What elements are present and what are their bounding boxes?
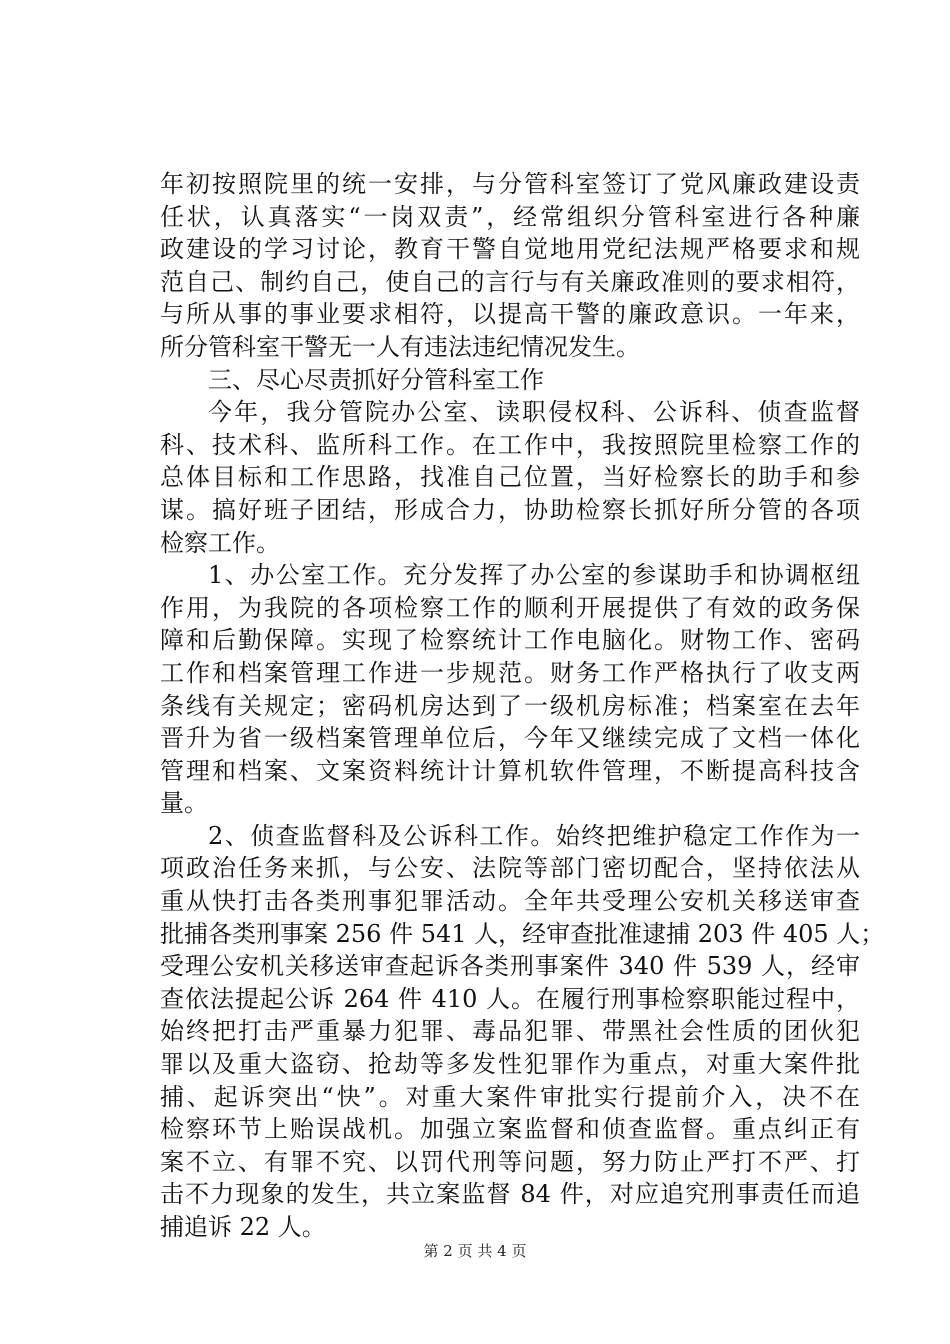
text-line: 范自己、制约自己，使自己的言行与有关廉政准则的要求相符， xyxy=(160,267,860,296)
text-line: 年初按照院里的统一安排，与分管科室签订了党风廉政建设责 xyxy=(160,170,860,198)
text-line: 总体目标和工作思路，找准自己位置，当好检察长的助手和参 xyxy=(160,463,860,492)
text-line: 批捕各类刑事案 256 件 541 人，经审查批准逮捕 203 件 405 人； xyxy=(160,919,885,948)
page-footer: 第 2 页 共 4 页 xyxy=(423,1242,527,1260)
text-line: 检察环节上贻误战机。加强立案监督和侦查监督。重点纠正有 xyxy=(160,1115,860,1144)
text-line: 晋升为省一级档案管理单位后，今年又继续完成了文档一体化 xyxy=(160,724,860,753)
text-line: 受理公安机关移送审查起诉各类刑事案件 340 件 539 人，经审 xyxy=(160,952,860,981)
text-line: 检察工作。 xyxy=(160,528,280,557)
text-line: 捕、起诉突出“快”。对重大案件审批实行提前介入，决不在 xyxy=(160,1082,860,1111)
text-line: 政建设的学习讨论，教育干警自觉地用党纪法规严格要求和规 xyxy=(160,235,860,264)
text-line: 三、尽心尽责抓好分管科室工作 xyxy=(208,365,544,394)
text-line: 作用，为我院的各项检察工作的顺利开展提供了有效的政务保 xyxy=(160,593,860,622)
text-line: 项政治任务来抓，与公安、法院等部门密切配合，坚持依法从 xyxy=(160,854,860,883)
text-line: 与所从事的事业要求相符，以提高干警的廉政意识。一年来， xyxy=(160,300,860,329)
text-line: 重从快打击各类刑事犯罪活动。全年共受理公安机关移送审查 xyxy=(160,887,860,916)
text-line: 量。 xyxy=(160,789,208,818)
text-line: 2、侦查监督科及公诉科工作。始终把维护稳定工作作为一 xyxy=(208,821,860,850)
text-line: 所分管科室干警无一人有违法违纪情况发生。 xyxy=(160,332,640,361)
text-line: 管理和档案、文案资料统计计算机软件管理，不断提高科技含 xyxy=(160,756,860,785)
text-line: 击不力现象的发生，共立案监督 84 件，对应追究刑事责任而追 xyxy=(160,1180,860,1209)
document-body xyxy=(160,168,885,1244)
text-line: 今年，我分管院办公室、读职侵权科、公诉科、侦查监督 xyxy=(208,398,860,427)
text-line: 条线有关规定；密码机房达到了一级机房标准；档案室在去年 xyxy=(160,691,860,720)
text-line: 始终把打击严重暴力犯罪、毒品犯罪、带黑社会性质的团伙犯 xyxy=(160,1017,860,1046)
text-line: 任状，认真落实“一岗双责”，经常组织分管科室进行各种廉 xyxy=(160,202,860,231)
text-line: 障和后勤保障。实现了检察统计工作电脑化。财物工作、密码 xyxy=(160,626,860,655)
text-line: 案不立、有罪不究、以罚代刑等问题，努力防止严打不严、打 xyxy=(160,1147,860,1176)
text-line: 查依法提起公诉 264 件 410 人。在履行刑事检察职能过程中， xyxy=(160,984,860,1013)
text-line: 科、技术科、监所科工作。在工作中，我按照院里检察工作的 xyxy=(160,430,860,459)
text-line: 1、办公室工作。充分发挥了办公室的参谋助手和协调枢纽 xyxy=(208,561,860,590)
text-line: 罪以及重大盗窃、抢劫等多发性犯罪作为重点，对重大案件批 xyxy=(160,1050,860,1079)
text-line: 工作和档案管理工作进一步规范。财务工作严格执行了收支两 xyxy=(160,658,860,687)
text-line: 捕追诉 22 人。 xyxy=(160,1213,326,1241)
text-line: 谋。搞好班子团结，形成合力，协助检察长抓好所分管的各项 xyxy=(160,495,860,524)
